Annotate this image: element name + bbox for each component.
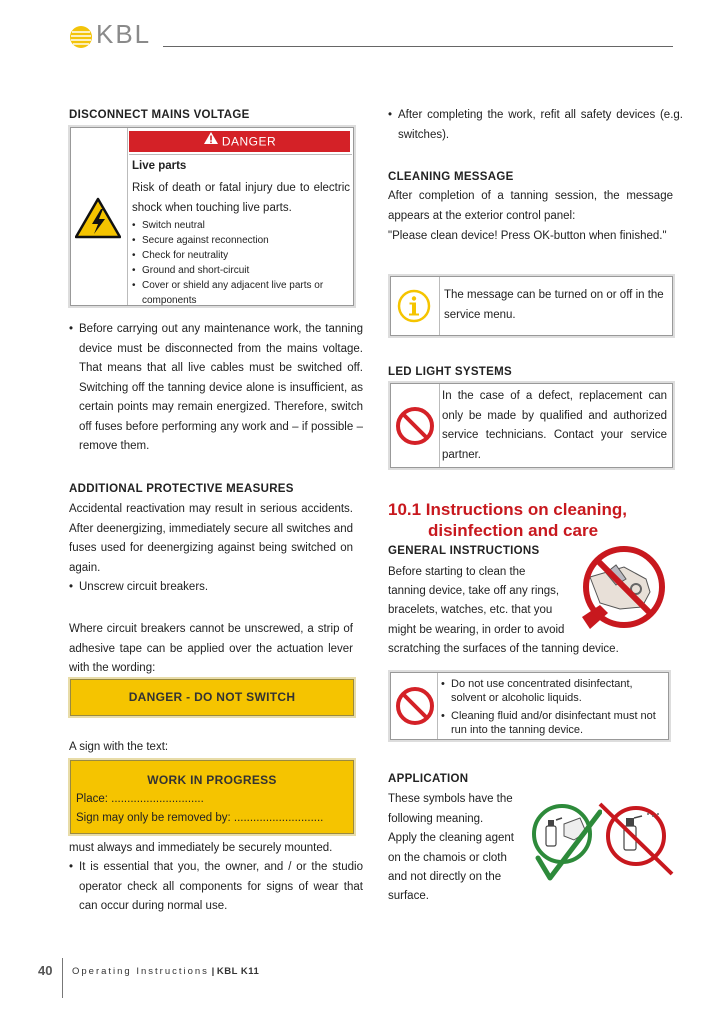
- page-number: 40: [38, 963, 53, 978]
- footer-label: [72, 966, 259, 977]
- owner-bullet: • It is essential that you, the owner, and / or the studio operator check all components for signs of wear that can occur during normal use.: [69, 858, 363, 917]
- general-line: scratching the surfaces of the tanning device.: [388, 643, 619, 655]
- application-line: These symbols have the: [388, 793, 513, 805]
- application-line: on the chamois or cloth: [388, 852, 507, 864]
- danger-label: DANGER: [221, 134, 277, 149]
- sign-intro: A sign with the text:: [69, 741, 169, 753]
- list-item: • Cleaning fluid and/or disinfectant must not run into the tanning device.: [441, 709, 665, 737]
- general-line: tanning device, take off any rings,: [388, 585, 560, 597]
- application-heading: APPLICATION: [388, 773, 469, 785]
- danger-banner: [129, 131, 350, 152]
- danger-list: [132, 218, 350, 308]
- danger-box: [70, 127, 354, 306]
- electric-warning-icon: [75, 197, 121, 239]
- list-item: • Ground and short-circuit: [132, 263, 350, 278]
- list-item: • Do not use concentrated disinfectant, solvent or alcoholic liquids.: [441, 677, 665, 705]
- info-box: [390, 276, 673, 336]
- list-item: • Secure against reconnection: [132, 233, 350, 248]
- disconnect-heading: DISCONNECT MAINS VOLTAGE: [69, 109, 250, 121]
- section-title-line1: 10.1 Instructions on cleaning,: [388, 500, 627, 519]
- protective-text: Accidental reactivation may result in serious accidents. After deenergizing, immediately secure all switches and fuses used for deenergizing against being switched on again.: [69, 503, 353, 574]
- header-rule: [163, 46, 673, 47]
- maintenance-bullet: • Before carrying out any maintenance work, the tanning device must be disconnected from the mains voltage. That means that all live cables must be switched off. Switching off the tanning device alone is insufficient, as certain points may remain energized. Therefore, switch off fuses before performing any work and – if possible – remove them.: [69, 320, 363, 457]
- led-box: [390, 383, 673, 468]
- led-text: In the case of a defect, replacement can only be made by qualified and authorized service technicians. Contact your service partner.: [442, 390, 667, 461]
- wip-sign-box: [70, 760, 354, 834]
- info-icon: [397, 289, 431, 323]
- tape-text: Where circuit breakers cannot be unscrewed, a strip of adhesive tape can be applied over the actuation lever with the wording:: [69, 623, 353, 674]
- wip-removed: Sign may only be removed by: ............................: [76, 812, 324, 824]
- footer-divider: [62, 958, 63, 998]
- list-item: • Switch neutral: [132, 218, 350, 233]
- protective-heading: ADDITIONAL PROTECTIVE MEASURES: [69, 483, 294, 495]
- refit-bullet: • After completing the work, refit all safety devices (e.g. switches).: [388, 106, 683, 145]
- sun-logo-icon: [68, 24, 94, 50]
- list-item: • Check for neutrality: [132, 248, 350, 263]
- logo: [68, 19, 160, 50]
- general-line: Before starting to clean the: [388, 566, 526, 578]
- general-line: might be wearing, in order to avoid: [388, 624, 565, 636]
- doc-label: Operating Instructions: [72, 966, 209, 977]
- application-line: Apply the cleaning agent: [388, 832, 514, 844]
- prohibition-icon: [395, 406, 435, 446]
- cleaning-msg-text: After completion of a tanning session, the message appears at the exterior control panel:: [388, 190, 673, 222]
- cleaning-msg-quote: "Please clean device! Press OK-button when finished.": [388, 230, 667, 242]
- no-jewelry-icon: [580, 537, 668, 637]
- cleaning-msg-heading: CLEANING MESSAGE: [388, 171, 514, 183]
- danger-sign-box: [70, 679, 354, 716]
- prohibition-icon: [395, 686, 435, 726]
- prohibit-list: [441, 677, 665, 737]
- danger-triangle-icon: [203, 131, 219, 152]
- unscrew-bullet: • Unscrew circuit breakers.: [69, 578, 363, 598]
- list-item: • Cover or shield any adjacent live parts or components: [132, 278, 350, 308]
- prohibit-box: [390, 672, 669, 740]
- wip-title: WORK IN PROGRESS: [147, 773, 277, 787]
- info-text: The message can be turned on or off in the service menu.: [444, 289, 664, 321]
- application-line: surface.: [388, 890, 429, 902]
- danger-text: Risk of death or fatal injury due to electric shock when touching live parts.: [132, 182, 350, 214]
- general-heading: GENERAL INSTRUCTIONS: [388, 545, 540, 557]
- danger-sign-text: DANGER - DO NOT SWITCH: [128, 690, 296, 704]
- after-sign-text: must always and immediately be securely mounted.: [69, 842, 333, 854]
- led-heading: LED LIGHT SYSTEMS: [388, 366, 512, 378]
- logo-text: KBL: [96, 19, 152, 49]
- footer-separator: |: [211, 966, 215, 977]
- product-name: KBL K11: [216, 966, 260, 977]
- application-line: following meaning.: [388, 813, 484, 825]
- wip-place: Place: .............................: [76, 793, 204, 805]
- no-direct-spray-icon: [598, 802, 678, 882]
- application-line: and not directly on the: [388, 871, 502, 883]
- danger-subtitle: Live parts: [132, 160, 187, 172]
- section-title-line2: disinfection and care: [428, 521, 599, 540]
- general-line: bracelets, watches, etc. that you: [388, 604, 553, 616]
- correct-cleaning-icon: [530, 802, 602, 884]
